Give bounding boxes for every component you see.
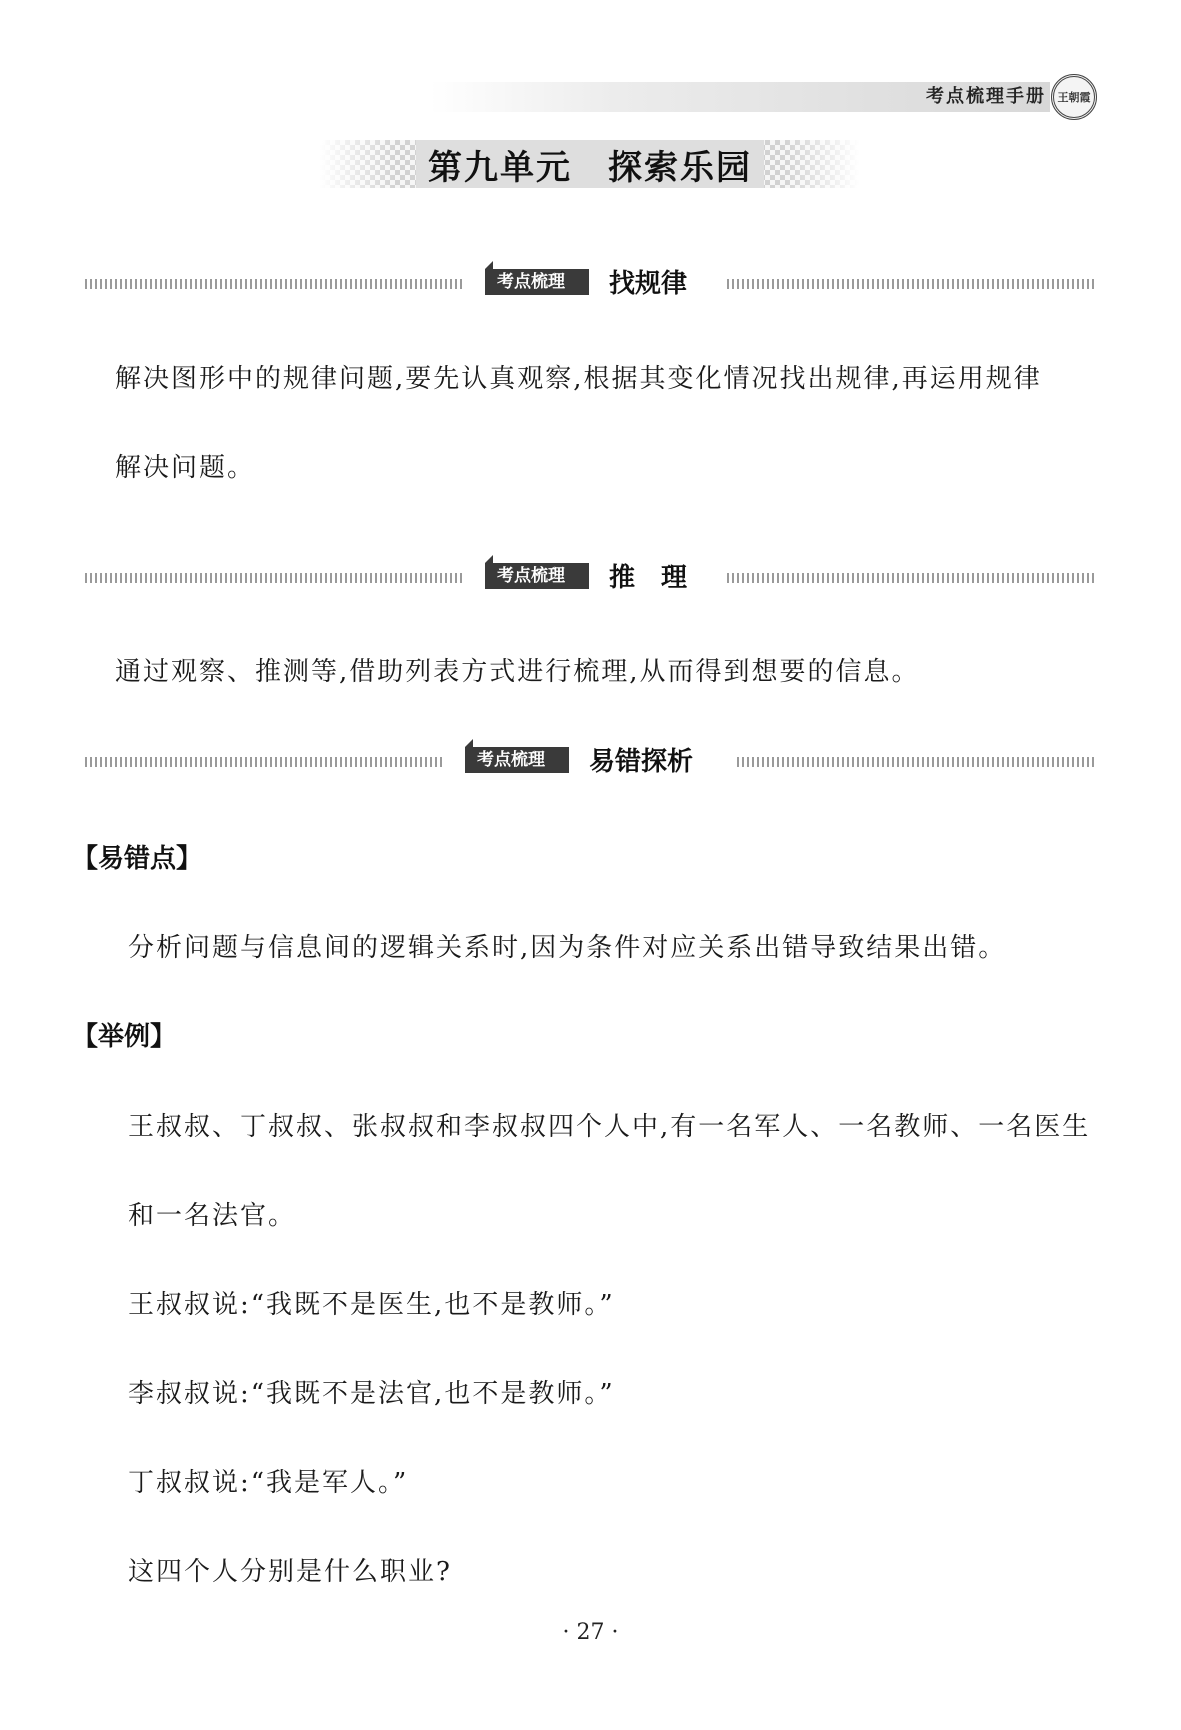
example-line: 王叔叔、丁叔叔、张叔叔和李叔叔四个人中,有一名军人、一名教师、一名医生 — [128, 1112, 1091, 1142]
paragraph-line: 通过观察、推测等,借助列表方式进行梳理,从而得到想要的信息。 — [115, 657, 920, 687]
section-title: 找规律 — [609, 269, 688, 299]
section-title: 推 理 — [609, 563, 688, 593]
dotted-divider-right — [737, 757, 1095, 767]
error-point-label: 【易错点】 — [72, 844, 203, 874]
section-header-reasoning — [85, 558, 1095, 598]
page-number: · 27 · — [562, 1620, 619, 1645]
dotted-divider-left — [85, 757, 445, 767]
example-line: 这四个人分别是什么职业? — [128, 1557, 452, 1587]
header-title: 考点梳理手册 — [926, 86, 1046, 107]
example-line: 李叔叔说:“我既不是法官,也不是教师。” — [128, 1379, 615, 1409]
section-badge: 考点梳理 — [465, 747, 569, 773]
example-line: 王叔叔说:“我既不是医生,也不是教师。” — [128, 1290, 615, 1320]
section-badge: 考点梳理 — [485, 269, 589, 295]
section-header-error-analysis — [85, 742, 1095, 782]
example-label: 【举例】 — [72, 1022, 177, 1052]
example-line: 和一名法官。 — [128, 1201, 297, 1231]
paragraph-line: 解决图形中的规律问题,要先认真观察,根据其变化情况找出规律,再运用规律 — [115, 364, 1042, 394]
paragraph-line: 解决问题。 — [115, 453, 256, 483]
dotted-divider-right — [727, 279, 1095, 289]
section-title: 易错探析 — [589, 747, 694, 777]
dotted-divider-right — [727, 573, 1095, 583]
dotted-divider-left — [85, 573, 465, 583]
logo-text: 王朝霞 — [1057, 91, 1091, 104]
dotted-divider-left — [85, 279, 465, 289]
unit-banner — [320, 140, 860, 188]
section-badge: 考点梳理 — [485, 563, 589, 589]
section-header-find-pattern — [85, 264, 1095, 304]
brand-logo-icon — [1051, 74, 1097, 120]
error-point-text: 分析问题与信息间的逻辑关系时,因为条件对应关系出错导致结果出错。 — [128, 933, 1007, 963]
unit-title: 第九单元 探索乐园 — [416, 140, 764, 188]
example-line: 丁叔叔说:“我是军人。” — [128, 1468, 409, 1498]
